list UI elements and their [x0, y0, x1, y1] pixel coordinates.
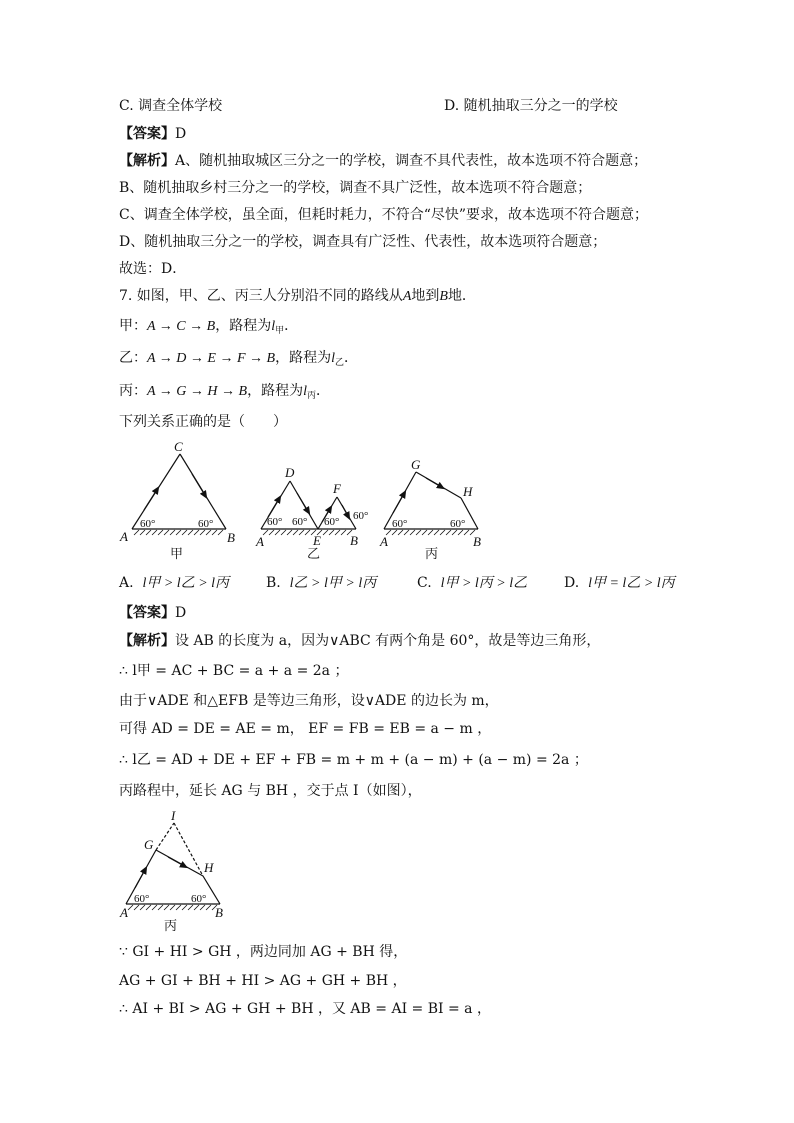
label-i: I [171, 808, 176, 823]
angle-label: 60° [292, 516, 308, 528]
angle-label: 60° [140, 518, 156, 530]
option-c: C. l甲 > l丙 > l乙 [417, 575, 528, 591]
solution-line: 由于∨ADE 和△EFB 是等边三角形，设∨ADE 的边长为 m， [119, 693, 499, 709]
label-d: D [285, 465, 295, 480]
q6-answer [119, 124, 186, 144]
solution-line: ∵ GI + HI > GH ，两边同加 AG + BH 得， [119, 944, 408, 960]
solution-line: ∴ AI + BI > AG + GH + BH ，又 AB = AI = BI = a ， [119, 1001, 491, 1017]
label-a: A [120, 905, 128, 920]
solution-line: ∴ l乙 = AD + DE + EF + FB = m + m + (a − m) + (a − m) = 2a ； [119, 752, 588, 768]
option-b: B. l乙 > l甲 > l丙 [266, 575, 377, 591]
option-a: A. l甲 > l乙 > l丙 [119, 575, 230, 591]
label-c: C [174, 439, 183, 454]
caption-jia: 甲 [170, 546, 184, 561]
answer-value: D [175, 126, 187, 142]
hatching [263, 530, 352, 535]
label-e: E [313, 533, 321, 548]
label-f: F [333, 481, 341, 496]
hatching [386, 530, 475, 535]
q7-answer: 【答案】D [119, 605, 187, 621]
caption-bing: 丙 [164, 918, 178, 933]
label-b: B [215, 905, 223, 920]
label-b: B [350, 533, 358, 548]
label-a: A [380, 534, 388, 549]
angle-label: 60° [191, 893, 207, 905]
angle-label: 60° [392, 518, 408, 530]
solution-line: 丙路程中，延长 AG 与 BH ，交于点 I（如图）， [119, 783, 422, 799]
answer-label: 【答案】 [119, 126, 175, 142]
label-b: B [227, 530, 235, 545]
route-jia: 甲：A → C → B，路程为$l_甲$． [119, 318, 299, 336]
analysis-label: 【解析】 [119, 153, 175, 169]
option-d: D. 随机抽取三分之一的学校 [444, 98, 618, 114]
angle-label: 60° [198, 518, 214, 530]
angle-label: 60° [450, 518, 466, 530]
label-g: G [144, 837, 154, 852]
angle-label: 60° [353, 510, 369, 522]
hatching [134, 530, 223, 535]
label-a: A [256, 534, 264, 549]
caption-bing: 丙 [425, 546, 439, 561]
solution-line: AG + GI + BH + HI > AG + GH + BH ， [119, 973, 407, 989]
q7-stem: 7. 如图，甲、乙、丙三人分别沿不同的路线从A地到B地． [119, 288, 476, 304]
label-h: H [204, 860, 214, 875]
route-bing: 丙：A → G → H → B，路程为$l_丙$． [119, 383, 330, 401]
q6-analysis-line: D、随机抽取三分之一的学校，调查具有广泛性、代表性，故本选项符合题意； [119, 234, 607, 250]
label-g: G [411, 457, 421, 472]
extended-figure [116, 806, 236, 934]
q7-question: 下列关系正确的是（ ） [119, 414, 287, 430]
angle-label: 60° [134, 893, 150, 905]
solution-line: 【解析】设 AB 的长度为 a，因为∨ABC 有两个角是 60°，故是等边三角形， [119, 633, 601, 649]
angle-label: 60° [324, 516, 340, 528]
solution-line: ∴ l甲 = AC + BC = a + a = 2a ； [119, 663, 349, 679]
hatching [128, 905, 217, 910]
q6-analysis-line: B、随机抽取乡村三分之一的学校，调查不具广泛性，故本选项不符合题意； [119, 180, 592, 196]
label-a: A [120, 529, 128, 544]
label-b: B [473, 534, 481, 549]
label-h: H [463, 484, 473, 499]
route-yi: 乙：A → D → E → F → B，路程为$l_乙$． [119, 350, 358, 368]
angle-label: 60° [267, 516, 283, 528]
extension-gi [156, 823, 174, 850]
q6-analysis-line: C、调查全体学校，虽全面，但耗时耗力，不符合“尽快”要求，故本选项不符合题意； [119, 207, 649, 223]
q6-analysis-line: 【解析】A、随机抽取城区三分之一的学校，调查不具代表性，故本选项不符合题意； [119, 153, 648, 169]
caption-yi: 乙 [307, 546, 321, 561]
q6-analysis-line: 故选：D． [119, 261, 187, 277]
solution-line: 可得 AD = DE = AE = m， EF = FB = EB = a − m ， [119, 721, 492, 737]
option-d: D. l甲 = l乙 > l丙 [564, 575, 675, 591]
route-figure [116, 436, 496, 564]
option-c: C. 调查全体学校 [119, 98, 223, 114]
